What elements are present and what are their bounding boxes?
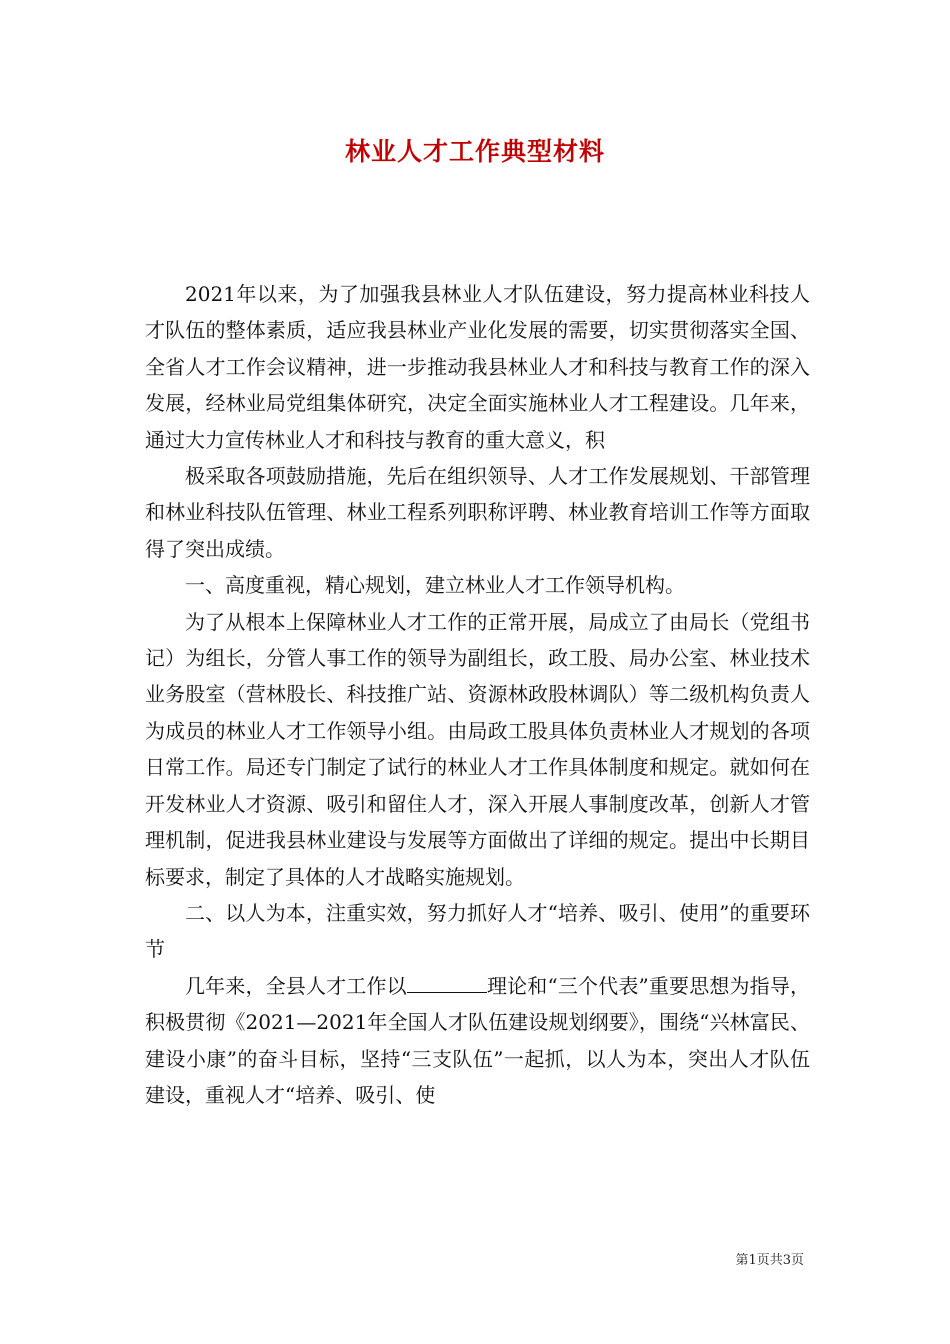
paragraph-guidance-start: 几年来，全县人才工作以 (185, 973, 407, 998)
paragraph-leadership: 为了从根本上保障林业人才工作的正常开展，局成立了由局长（党组书记）为组长，分管人事工作的领导为副组长，政工股、局办公室、林业技术业务股室（营林股长、科技推广站、资源林政股林调队）等二级机构负责人为成员的林业人才工作领导小组。由局政工股具体负责林业人才规划的各项日常工作。局还专门制定了试行的林业人才工作具体制度和规定。就如何在开发林业人才资源、吸引和留住人才，深入开展人事制度改革，创新人才管理机制，促进我县林业建设与发展等方面做出了详细的规定。提出中长期目标要求，制定了具体的人才战略实施规划。 (145, 609, 810, 889)
blank-underline (407, 974, 487, 993)
paragraph-guidance (145, 968, 810, 1114)
page-number: 第1页共3页 (735, 1253, 804, 1268)
section-heading-two: 二、以人为本，注重实效，努力抓好人才“培养、吸引、使用”的重要环节 (145, 900, 810, 962)
document-title: 林业人才工作典型材料 (344, 137, 605, 166)
paragraph-intro: 2021年以来，为了加强我县林业人才队伍建设，努力提高林业科技人才队伍的整体素质，适应我县林业产业化发展的需要，切实贯彻落实全国、全省人才工作会议精神，进一步推动我县林业人才和科技与教育工作的深入发展，经林业局党组集体研究，决定全面实施林业人才工程建设。几年来，通过大力宣传林业人才和科技与教育的重大意义，积 (145, 282, 810, 452)
paragraph-achievements: 极采取各项鼓励措施，先后在组织领导、人才工作发展规划、干部管理和林业科技队伍管理、林业工程系列职称评聘、林业教育培训工作等方面取得了突出成绩。 (145, 464, 810, 561)
section-heading-one: 一、高度重视，精心规划，建立林业人才工作领导机构。 (185, 573, 685, 598)
paragraph-guidance-rest: 理论和“三个代表”重要思想为指导，积极贯彻《2021—2021年全国人才队伍建设规划纲要》，围绕“兴林富民、建设小康”的奋斗目标，坚持“三支队伍”一起抓，以人为本，突出人才队伍建设，重视人才“培养、吸引、使 (145, 973, 811, 1107)
document-body (145, 276, 810, 1113)
